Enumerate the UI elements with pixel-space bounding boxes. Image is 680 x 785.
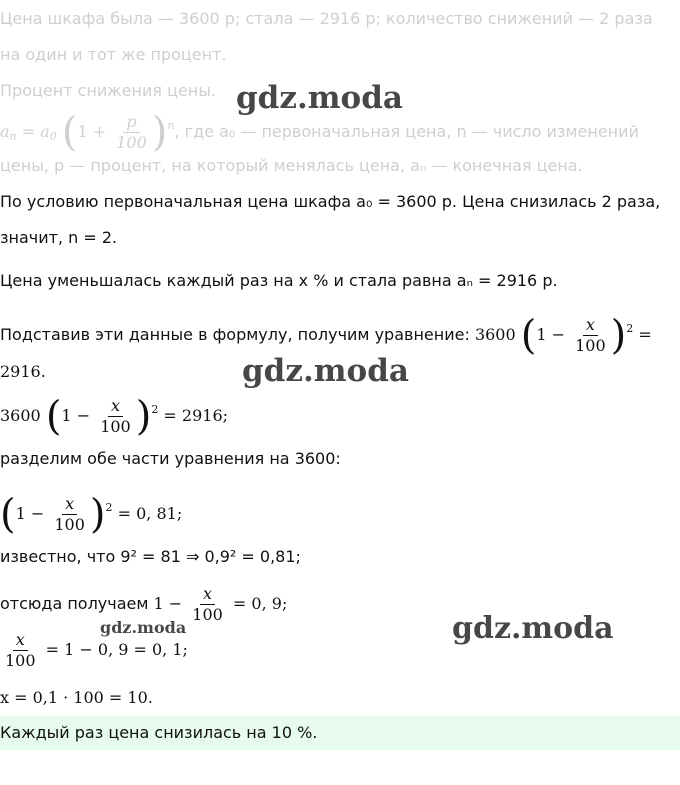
solution-line-12: x = 0,1 · 100 = 10. (0, 688, 153, 707)
solution-line-7: разделим обе части уравнения на 3600: (0, 449, 341, 468)
solution-line-9: известно, что 9² = 81 ⇒ 0,9² = 0,81; (0, 547, 301, 566)
intro-line-3: Процент снижения цены. (0, 81, 216, 100)
solution-line-4: Подставив эти данные в формулу, получим уравнение: 3600 (1 − $\frac{x}{100}$ )$^2$ = (0, 312, 652, 359)
solution-line-4-text: Подставив эти данные в формулу, получим уравнение: (0, 325, 475, 344)
intro-line-1: Цена шкафа была — 3600 р; стала — 2916 р; количество снижений — 2 раза (0, 9, 653, 28)
equation-1: 3600 (1 − $\frac{x}{100}$ )$^2$ = 2916; (0, 393, 229, 440)
solution-line-2: значит, n = 2. (0, 228, 118, 247)
solution-line-1: По условию первоначальная цена шкафа a₀ = 3600 р. Цена снизилась 2 раза, (0, 192, 661, 211)
solution-line-3: Цена уменьшалась каждый раз на x % и стала равна aₙ = 2916 р. (0, 271, 558, 290)
intro-formula-line: $a_n = a_0$ (1 + $\frac{p}{100}$ )$^n$, где a₀ — первоначальная цена, n — число изменений (0, 109, 639, 156)
watermark-logo: gdz.moda (242, 353, 409, 389)
intro-formula-tail: , где a₀ — первоначальная цена, n — число изменений (174, 122, 639, 141)
watermark-logo: gdz.moda (452, 611, 614, 646)
intro-line-2: на один и тот же процент. (0, 45, 227, 64)
solution-line-10: отсюда получаем 1 − $\frac{x}{100}$ = 0, 9; (0, 584, 288, 624)
solution-line-5: 2916. (0, 362, 46, 381)
answer-text: Каждый раз цена снизилась на 10 %. (0, 723, 318, 742)
equation-3: $\frac{x}{100}$ = 1 − 0, 9 = 0, 1; (5, 630, 188, 670)
formula-an: $a_n$ (0, 122, 17, 143)
watermark-logo: gdz.moda (236, 80, 403, 116)
equation-2: (1 − $\frac{x}{100}$ )$^2$ = 0, 81; (0, 491, 183, 538)
intro-line-5: цены, p — процент, на который менялась цена, aₙ — конечная цена. (0, 156, 583, 175)
solution-line-10-text: отсюда получаем (0, 594, 154, 613)
watermark-logo: gdz.moda (100, 618, 187, 637)
